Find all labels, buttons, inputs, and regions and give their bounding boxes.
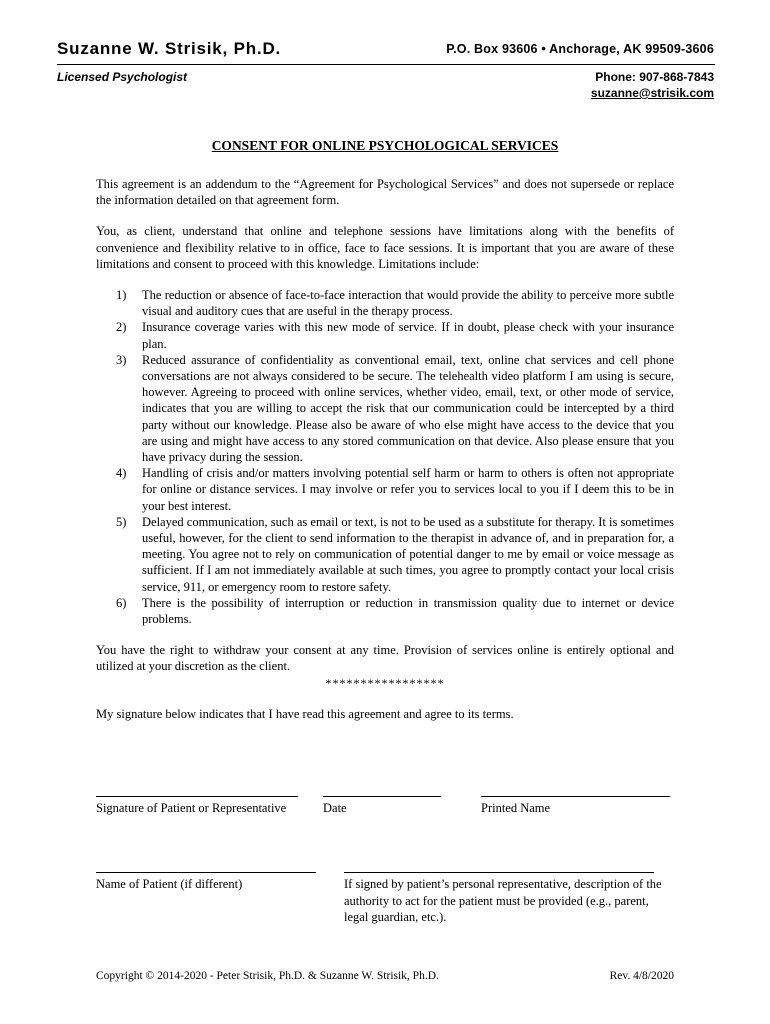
list-item-number: 3) [116, 352, 127, 367]
letterhead-email-link[interactable]: suzanne@strisik.com [590, 86, 714, 100]
list-item-number: 2) [116, 320, 127, 335]
list-item [96, 465, 674, 514]
list-item-number: 4) [116, 466, 127, 481]
letterhead-phone: Phone: 907-868-7843 [595, 70, 714, 84]
list-item-text: Insurance coverage varies with this new mode of service. If in doubt, please check with your insurance plan. [142, 320, 674, 351]
list-item [96, 352, 674, 465]
representative-authority-line[interactable] [344, 872, 654, 873]
document-title: CONSENT FOR ONLINE PSYCHOLOGICAL SERVICES [211, 138, 559, 153]
patient-name-line[interactable] [96, 872, 316, 873]
letterhead-name: Suzanne W. Strisik, Ph.D. [57, 39, 282, 58]
limitations-list [96, 287, 674, 627]
list-item-number: 1) [116, 288, 127, 303]
letterhead-address: P.O. Box 93606 • Anchorage, AK 99509-3606 [446, 42, 714, 56]
list-item [96, 287, 674, 319]
list-item [96, 319, 674, 351]
patient-signature-line[interactable] [96, 796, 298, 797]
signature-statement: My signature below indicates that I have read this agreement and agree to its terms. [96, 707, 514, 721]
patient-name-label: Name of Patient (if different) [96, 877, 243, 891]
footer-revision: Rev. 4/8/2020 [609, 970, 674, 982]
limitations-intro-paragraph: You, as client, understand that online and telephone sessions have limitations along with the benefits of convenience and flexibility relative to in office, face to face sessions. It is important that you are aware of these limitations and consent to proceed with this knowledge. Limitations include: [96, 224, 674, 271]
representative-authority-label: If signed by patient’s personal representative, description of the authority to act for the patient must be provided (e.g., parent, legal guardian, etc.). [344, 877, 662, 924]
list-item [96, 595, 674, 627]
list-item-number: 6) [116, 595, 127, 610]
list-item-text: Handling of crisis and/or matters involving potential self harm or harm to others is often not appropriate for online or distance services. I may involve or refer you to services local to you if I deem this to be in your best interest. [142, 466, 674, 513]
printed-name-line[interactable] [481, 796, 670, 797]
list-item-text: There is the possibility of interruption or reduction in transmission quality due to internet or device problems. [142, 595, 674, 627]
list-item [96, 514, 674, 595]
list-item-number: 5) [116, 514, 127, 529]
letterhead-divider [57, 64, 715, 65]
date-line[interactable] [323, 796, 441, 797]
printed-name-label: Printed Name [481, 801, 551, 815]
footer-copyright: Copyright © 2014-2020 - Peter Strisik, Ph.D. & Suzanne W. Strisik, Ph.D. [96, 970, 439, 982]
withdraw-consent-paragraph: You have the right to withdraw your consent at any time. Provision of services online is entirely optional and utilized at your discretion as the client. [96, 643, 674, 674]
list-item-text: The reduction or absence of face-to-face interaction that would provide the ability to perceive more subtle visual and auditory cues that are useful in the therapy process. [142, 288, 674, 319]
list-item-text: Reduced assurance of confidentiality as conventional email, text, online chat services and cell phone conversations are not always considered to be secure. The telehealth video platform I am using is secure, however. Agreeing to proceed with online services, whether video, email, text, or other mode of service, indicates that you are willing to accept the risk that our communication could be intercepted by a third party without our knowledge. Please also be aware of who else might have access to the device that you are using and might have access to any stored communication on that device. Also please ensure that you have privacy during the session. [142, 352, 674, 465]
document-body [96, 176, 674, 690]
patient-signature-label: Signature of Patient or Representative [96, 801, 287, 815]
intro-paragraph: This agreement is an addendum to the “Agreement for Psychological Services” and does not supersede or replace the information detailed on that agreement form. [96, 177, 674, 208]
letterhead-title: Licensed Psychologist [57, 70, 188, 84]
list-item-text: Delayed communication, such as email or text, is not to be used as a substitute for therapy. It is sometimes useful, however, for the client to send information to the therapist in advance of, and in preparation for, a meeting. You agree not to rely on communication of potential danger to me by email or voice message as sufficient. If I am not immediately available at such times, you agree to promptly contact your local crisis service, 911, or emergency room to restore safety. [142, 514, 674, 594]
date-label: Date [323, 801, 347, 815]
section-separator: ***************** [325, 676, 445, 690]
